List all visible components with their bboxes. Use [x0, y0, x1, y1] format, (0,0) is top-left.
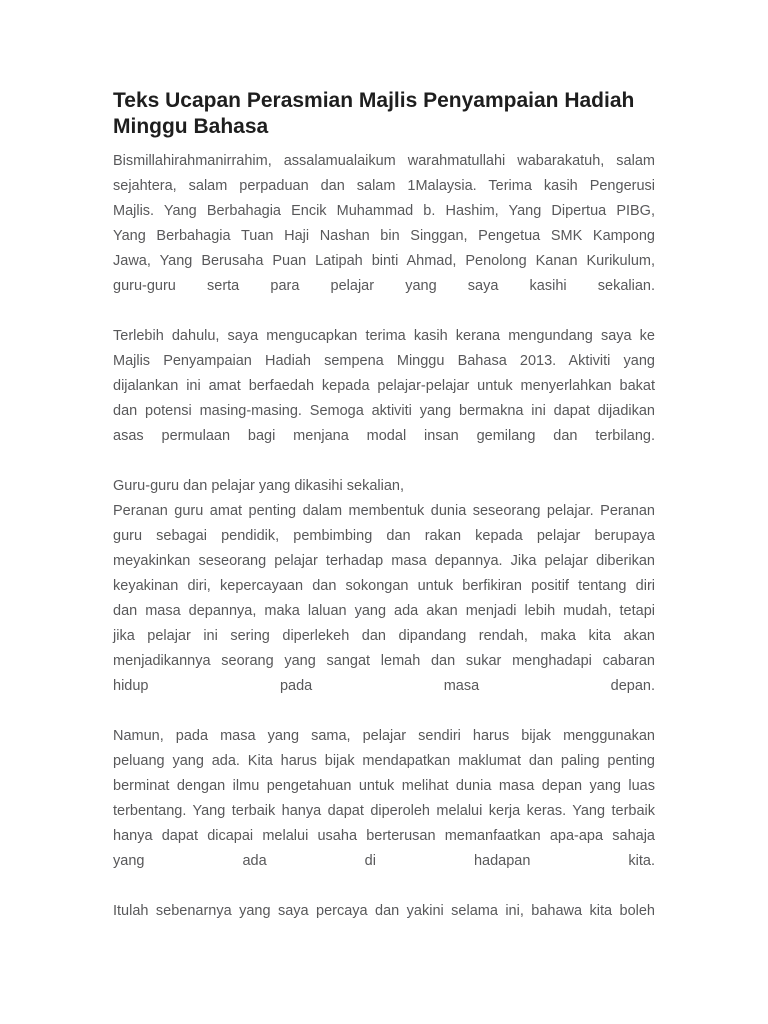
text-line: dijalankan ini amat berfaedah kepada pelajar-pelajar untuk menyerlahkan bakat — [113, 378, 655, 394]
text-line: dan potensi masing-masing. Semoga aktiviti yang bermakna ini dapat dijadikan — [113, 403, 655, 419]
text-line: meyakinkan seseorang pelajar terhadap masa depannya. Jika pelajar diberikan — [113, 553, 655, 569]
paragraph-student-effort — [113, 724, 655, 874]
text-line: yang ada di hadapan kita. — [113, 853, 655, 869]
text-line: Jawa, Yang Berusaha Puan Latipah binti Ahmad, Penolong Kanan Kurikulum, — [113, 253, 655, 269]
text-line: hanya dapat dicapai melalui usaha berterusan memanfaatkan apa-apa sahaja — [113, 828, 655, 844]
text-line: sejahtera, salam perpaduan dan salam 1Malaysia. Terima kasih Pengerusi — [113, 178, 655, 194]
text-line: Itulah sebenarnya yang saya percaya dan yakini selama ini, bahawa kita boleh — [113, 903, 655, 919]
text-line: peluang yang ada. Kita harus bijak mendapatkan maklumat dan paling penting — [113, 753, 655, 769]
text-line: guru sebagai pendidik, pembimbing dan rakan kepada pelajar berupaya — [113, 528, 655, 544]
text-line: keyakinan diri, kepercayaan dan sokongan untuk berfikiran positif tentang diri — [113, 578, 655, 594]
title-line: Minggu Bahasa — [113, 115, 269, 138]
title-line: Teks Ucapan Perasmian Majlis Penyampaian Hadiah — [113, 89, 635, 112]
paragraph-belief-truncated — [113, 899, 655, 924]
text-line: Namun, pada masa yang sama, pelajar sendiri harus bijak menggunakan — [113, 728, 655, 744]
text-line: Bismillahirahmanirrahim, assalamualaikum warahmatullahi wabarakatuh, salam — [113, 153, 655, 169]
paragraph-thanks — [113, 324, 655, 449]
text-line: terbentang. Yang terbaik hanya dapat diperoleh melalui kerja keras. Yang terbaik — [113, 803, 655, 819]
paragraph-opening-salutation — [113, 149, 655, 299]
text-line: Yang Berbahagia Tuan Haji Nashan bin Singgan, Pengetua SMK Kampong — [113, 228, 655, 244]
paragraph-role-of-teachers — [113, 474, 655, 699]
text-line: Majlis Penyampaian Hadiah sempena Minggu Bahasa 2013. Aktiviti yang — [113, 353, 655, 369]
text-line: jika pelajar ini sering diperlekeh dan dipandang rendah, maka kita akan — [113, 628, 655, 644]
text-line: Peranan guru amat penting dalam membentuk dunia seseorang pelajar. Peranan — [113, 503, 655, 519]
text-line: hidup pada masa depan. — [113, 678, 655, 694]
text-line: Majlis. Yang Berbahagia Encik Muhammad b. Hashim, Yang Dipertua PIBG, — [113, 203, 655, 219]
text-line: berminat dengan ilmu pengetahuan untuk melihat dunia masa depan yang luas — [113, 778, 655, 794]
text-line: Terlebih dahulu, saya mengucapkan terima kasih kerana mengundang saya ke — [113, 328, 655, 344]
text-line: menjadikannya seorang yang sangat lemah dan sukar menghadapi cabaran — [113, 653, 655, 669]
document-title — [113, 88, 655, 140]
salutation-line: Guru-guru dan pelajar yang dikasihi sekalian, — [113, 478, 404, 494]
text-line: guru-guru serta para pelajar yang saya kasihi sekalian. — [113, 278, 655, 294]
text-line: asas permulaan bagi menjana modal insan gemilang dan terbilang. — [113, 428, 655, 444]
text-line: dan masa depannya, maka laluan yang ada akan menjadi lebih mudah, tetapi — [113, 603, 655, 619]
